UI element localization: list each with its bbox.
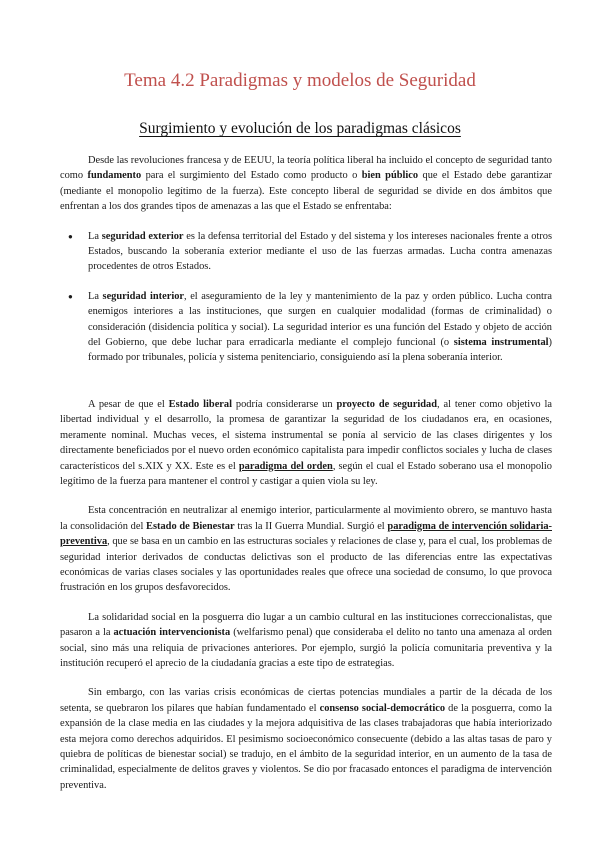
bullet-icon: ● xyxy=(68,231,73,241)
bold-term: consenso social-democrático xyxy=(319,702,446,714)
underlined-term: paradigma del orden xyxy=(238,460,333,472)
paragraph-intro: Desde las revoluciones francesa y de EEUU, la teoría política liberal ha incluido el concepto de seguridad tanto como fundamento para el surgimiento del Estado como producto o bien público que el Estado debe garantizar (mediante el monopolio legítimo de la fuerza). Este concepto liberal de seguridad se divide en dos ámbitos que enfrentan a los dos grandes tipos de amenazas a las que el Estado se enfrentaba: xyxy=(60,155,552,213)
bullet-list xyxy=(60,229,552,366)
bold-term: fundamento xyxy=(87,170,142,182)
bold-term: seguridad interior xyxy=(102,290,185,302)
paragraph-liberal-state: A pesar de que el Estado liberal podría considerarse un proyecto de seguridad, al tener como objetivo la libertad individual y el desarrollo, la promesa de garantizar la seguridad de los ciudadanos era, en ocasiones, meramente nominal. Muchas veces, el sistema instrumental se ponía al servicio de las clases dirigentes y los directamente beneficiados por el nuevo orden económico capitalista para impedir conflictos sociales y lucha de clases característicos del s.XIX y XX. Este es el paradigma del orden, según el cual el Estado soberano usa el monopolio legítimo de la fuerza para mantener el control y castigar a quien viola su ley. xyxy=(60,398,552,487)
paragraph-welfare-state: Esta concentración en neutralizar al enemigo interior, particularmente al movimiento obrero, se mantuvo hasta la consolidación del Estado de Bienestar tras la II Guerra Mundial. Surgió el paradigma de intervención solidaria-preventiva, que se basa en un cambio en las estructuras sociales y relaciones de clase y, para el cual, los problemas de seguridad interior derivados de conductas delictivas son el producto de las diferencias entre las expectativas económicas de varias clases sociales y las oportunidades reales que ofrece una sociedad de consumo, lo que provoca frustración en los grupos desfavorecidos. xyxy=(60,505,552,594)
bold-term: seguridad exterior xyxy=(101,230,184,242)
section-heading: Surgimiento y evolución de los paradigmas clásicos xyxy=(139,120,461,137)
paragraph-solidarity: La solidaridad social en la posguerra dio lugar a un cambio cultural en las instituciones correccionalistas, que pasaron a la actuación intervencionista (welfarismo penal) que consideraba el delito no tanto una amenaza al orden social, sino más una reliquia de privaciones anteriores. Por ejemplo, surgió la policía comunitaria preventiva y la institución recuperó el aprecio de la ciudadanía gracias a este tipo de estrategias. xyxy=(60,611,552,669)
bullet-icon: ● xyxy=(68,291,73,301)
bold-term: Estado de Bienestar xyxy=(146,520,235,532)
bold-term: bien público xyxy=(361,170,419,182)
bold-term: actuación intervencionista xyxy=(113,627,231,639)
bold-term: Estado liberal xyxy=(168,398,232,410)
list-item: ● La seguridad interior, el aseguramiento de la ley y mantenimiento de la paz y orden público. Lucha contra enemigos interiores a las instituciones, que surgen en cualquier modalidad (formas de criminalidad) o consideración (disidencia política y social). La seguridad interior es una función del Estado y objeto de acción del Gobierno, que debe luchar para erradicarla mediante el complejo funcional (o sistema instrumental) formado por tribunales, policía y sistema penitenciario, consiguiendo así la plena soberanía interior. xyxy=(68,290,552,364)
document-body xyxy=(60,153,552,793)
bold-term: sistema instrumental xyxy=(453,337,549,349)
page-title: Tema 4.2 Paradigmas y modelos de Seguridad xyxy=(124,70,476,91)
underlined-term: paradigma de intervención solidaria-preventiva xyxy=(60,520,552,548)
list-item: ● La seguridad exterior es la defensa territorial del Estado y del sistema y los intereses nacionales frente a otros Estados, buscando la soberanía exterior mediante el uso de las fuerzas armadas. Lucha contra amenazas procedentes de otros Estados. xyxy=(68,230,552,273)
bold-term: proyecto de seguridad xyxy=(336,398,437,410)
paragraph-crisis: Sin embargo, con las varias crisis económicas de ciertas potencias mundiales a partir de la década de los setenta, se quebraron los pilares que habían fundamentado el consenso social-democrático de la posguerra, como la expansión de la clase media en las ciudades y la mejora adquisitiva de las clases trabajadoras que había interiorizado esta mejora como derechos adquiridos. El pesimismo socioeconómico consecuente (debido a las altas tasas de paro y quiebra de políticas de bienestar social) se tradujo, en el ámbito de la seguridad interior, en un aumento de la tasa de criminalidad, especialmente de delitos graves y violentos. Se dio por fracasado entonces el paradigma de intervención preventiva. xyxy=(60,687,553,791)
